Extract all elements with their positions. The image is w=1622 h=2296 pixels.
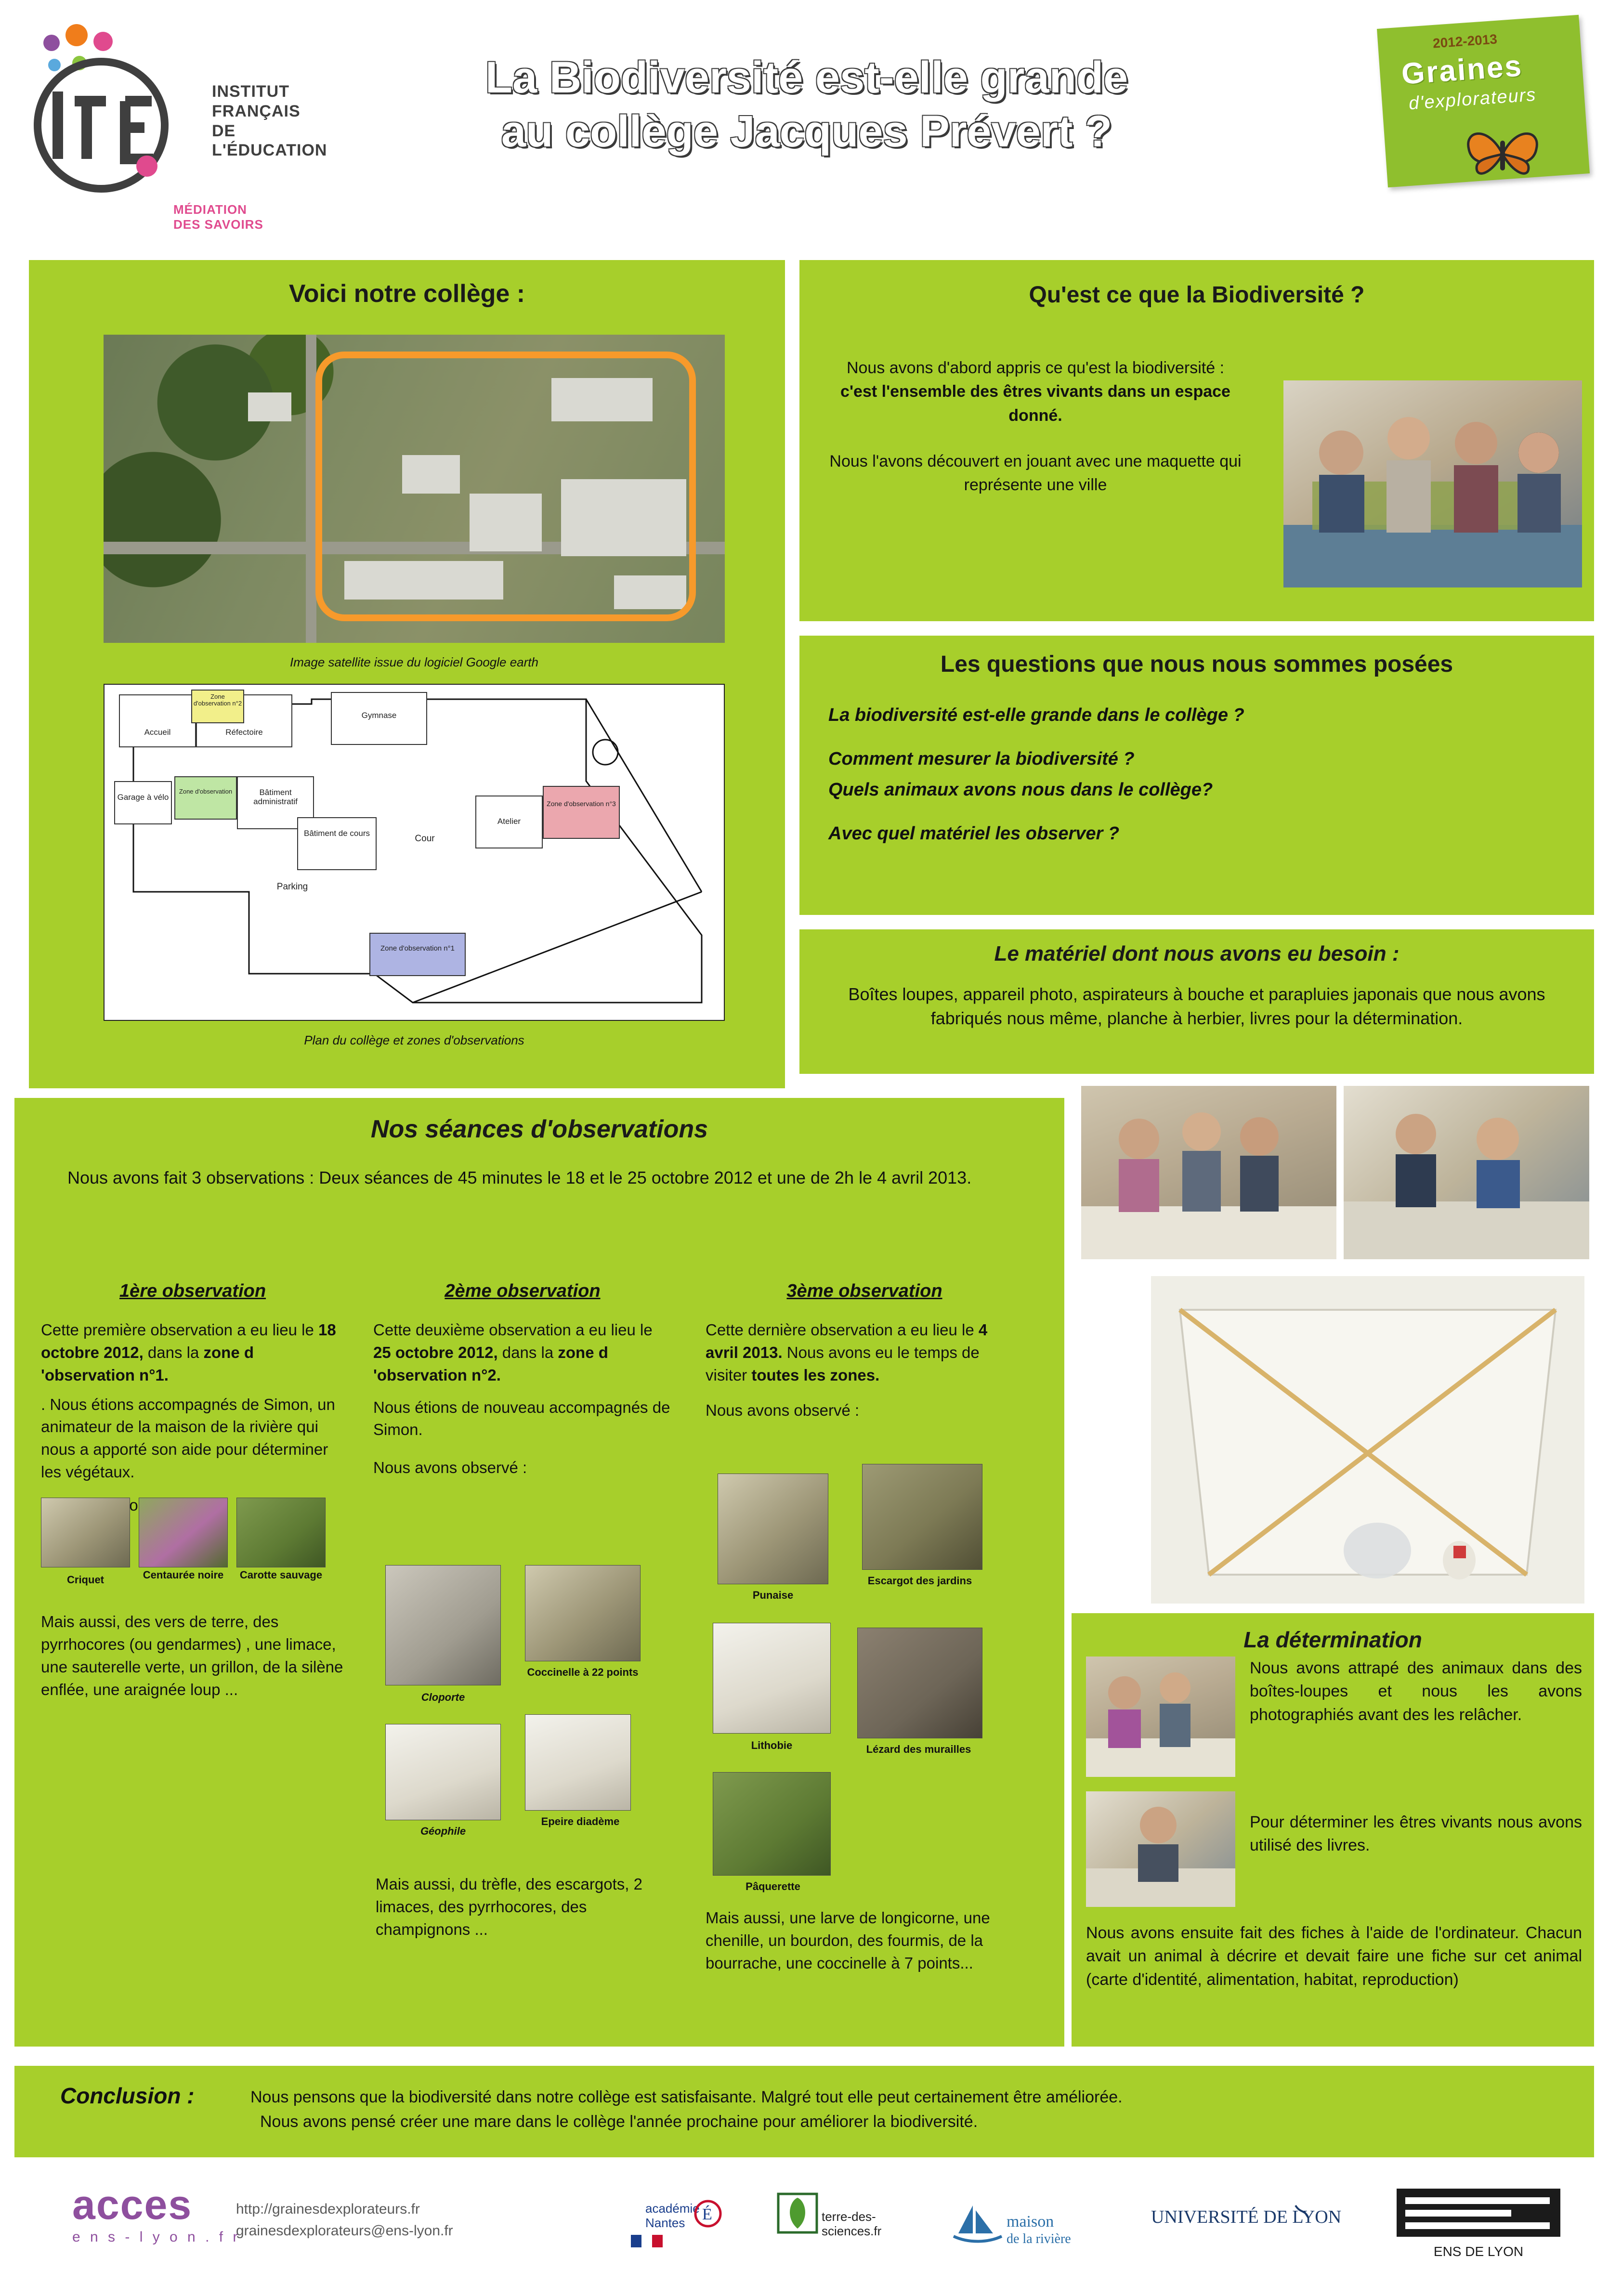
college-highlight-ring (315, 352, 696, 621)
photo-punaise (718, 1474, 828, 1584)
caption-criquet: Criquet (67, 1574, 104, 1586)
butterfly-icon (1459, 120, 1546, 188)
caption-paquerette: Pâquerette (746, 1880, 800, 1892)
biodiversite-p2: Nous l'avons découvert en jouant avec une maquette qui représente une ville (829, 452, 1242, 495)
biodiversite-p1a: Nous avons d'abord appris ce qu'est la biodiversité : (846, 359, 1225, 377)
plan-label-refectoire: Réfectoire (225, 728, 263, 737)
photo-lithobie (713, 1623, 831, 1734)
seances-title: Nos séances d'observations (370, 1115, 708, 1143)
obs2-p1b: 25 octobre 2012, (373, 1343, 498, 1361)
materiel-text: Boîtes loupes, appareil photo, aspirateurs à bouche et parapluies japonais que nous avons fabriqués nous même, planche à herbier, livres pour la détermination. (848, 984, 1545, 1029)
photo-atelier-1 (1081, 1086, 1336, 1259)
svg-text:Nantes: Nantes (645, 2216, 685, 2230)
conclusion-label: Conclusion : (60, 2083, 195, 2108)
obs2-p1a: Cette deuxième observation a eu lieu le (373, 1321, 653, 1339)
biodiversite-title: Qu'est ce que la Biodiversité ? (1029, 282, 1365, 308)
obs1-p4: Mais aussi, des vers de terre, des pyrrhocores (ou gendarmes) , une limace, une sauterelle verte, un grillon, de la silène enflée, une araignée loup ... (41, 1613, 343, 1698)
website-url[interactable]: http://grainesdexplorateurs.fr (236, 2201, 420, 2217)
svg-text:académie: académie (645, 2201, 700, 2216)
graines-years: 2012-2013 (1432, 31, 1498, 51)
svg-text:UNIVERSITÉ DE LYON: UNIVERSITÉ DE LYON (1151, 2207, 1342, 2227)
svg-text:É: É (702, 2205, 712, 2223)
photo-criquet (41, 1498, 130, 1567)
caption-epeire: Epeire diadème (541, 1815, 620, 1827)
plan-label-parking: Parking (276, 882, 308, 892)
svg-text:ENS DE LYON: ENS DE LYON (1433, 2244, 1524, 2259)
ife-logo-text: INSTITUT FRANÇAIS DE L'ÉDUCATION (212, 82, 327, 160)
observation-1-block (41, 1281, 344, 1514)
acces-logo (72, 2181, 240, 2245)
obs1-heading-num: 1ère (119, 1281, 157, 1301)
ife-logo-subtitle: MÉDIATION DES SAVOIRS (173, 202, 263, 232)
college-plan-image (104, 684, 725, 1021)
graines-title: Graines (1400, 49, 1524, 91)
obs2-heading-num: 2ème (445, 1281, 492, 1301)
photo-determination-2 (1086, 1791, 1235, 1907)
obs3-p1c: Nous avons eu le temps de visiter (706, 1343, 980, 1384)
photo-paquerette (713, 1772, 831, 1876)
contact-block (236, 2198, 453, 2242)
partner-universite-de-lyon (1151, 2201, 1401, 2251)
panel-materiel (799, 929, 1594, 1074)
determination-p1: Nous avons attrapé des animaux dans des boîtes-loupes et nous les avons photographiés avant des les relâcher. (1250, 1659, 1582, 1724)
determination-p2: Pour déterminer les êtres vivants nous avons utilisé des livres. (1250, 1813, 1582, 1855)
photo-carotte (236, 1498, 326, 1567)
plan-label-cour: Cour (415, 834, 435, 844)
photo-determination-1 (1086, 1657, 1235, 1777)
obs2-p3: Nous avons observé : (373, 1459, 527, 1477)
obs3-heading-word: observation (838, 1281, 942, 1301)
caption-lithobie: Lithobie (751, 1739, 793, 1751)
question-1: La biodiversité est-elle grande dans le collège ? (828, 705, 1244, 725)
photo-parapluie-japonais (1151, 1276, 1584, 1604)
obs2-p1c: dans la (497, 1343, 558, 1361)
obs1-p1c: dans la (143, 1343, 204, 1361)
photo-centauree (139, 1498, 228, 1567)
photo-maquette-classe (1283, 380, 1582, 587)
caption-lezard: Lézard des murailles (866, 1743, 971, 1755)
photo-escargot (862, 1464, 982, 1570)
caption-punaise: Punaise (752, 1589, 794, 1601)
materiel-title: Le matériel dont nous avons eu besoin : (994, 942, 1400, 965)
obs1-heading-word: observation (162, 1281, 266, 1301)
observation-3-block (706, 1281, 1023, 1420)
plan-label-gymnase: Gymnase (361, 711, 397, 720)
determination-p3: Nous avons ensuite fait des fiches à l'aide de l'ordinateur. Chacun avait un animal à décrire et devait faire une fiche sur cet animal (carte d'identité, alimentation, habitat, reproduction) (1086, 1924, 1582, 1989)
caption-carotte: Carotte sauvage (239, 1569, 323, 1581)
partner-maison-de-la-riviere (939, 2196, 1122, 2256)
caption-cloporte: Cloporte (421, 1691, 465, 1703)
photo-atelier-2 (1344, 1086, 1589, 1259)
acces-logo-text: acces (72, 2182, 193, 2228)
question-3: Quels animaux avons nous dans le collège? (828, 779, 1213, 800)
observation-2-block (373, 1281, 672, 1477)
seances-intro: Nous avons fait 3 observations : Deux séances de 45 minutes le 18 et le 25 octobre 2012 et une de 2h le 4 avril 2013. (67, 1168, 972, 1187)
obs3-p1b: 4 avril 2013. (706, 1321, 988, 1361)
graines-subtitle: d'explorateurs (1408, 84, 1537, 114)
obs3-p1a: Cette dernière observation a eu lieu le (706, 1321, 979, 1339)
obs2-p1d: zone d 'observation n°2. (373, 1343, 608, 1384)
svg-text:de la rivière: de la rivière (1007, 2231, 1071, 2246)
obs1-p1a: Cette première observation a eu lieu le (41, 1321, 318, 1339)
biodiversite-p1b: c'est l'ensemble des êtres vivants dans un espace donné. (840, 382, 1230, 425)
plan-label-zone1: Zone d'observation n°1 (380, 944, 455, 952)
acces-logo-subtext: e n s - l y o n . f r (72, 2229, 241, 2245)
panel-conclusion (14, 2066, 1594, 2157)
determination-title: La détermination (1243, 1627, 1422, 1652)
plan-caption: Plan du collège et zones d'observations (304, 1033, 524, 1047)
ife-monogram-icon (29, 48, 231, 207)
obs1-p2: . Nous étions accompagnés de Simon, un animateur de la maison de la rivière qui nous a apporté son aide pour déterminer les végétaux. (41, 1395, 335, 1481)
plan-label-administratif: Bâtiment administratif (253, 788, 298, 806)
photo-cloporte (385, 1565, 501, 1685)
plan-label-zone3: Zone d'observation n°3 (547, 800, 616, 808)
photo-coccinelle (525, 1565, 641, 1661)
photo-geophile (385, 1724, 501, 1820)
svg-text:sciences.fr: sciences.fr (822, 2224, 882, 2238)
obs3-p1d: toutes les zones. (751, 1366, 880, 1384)
page-title: La Biodiversité est-elle grande au collège Jacques Prévert ? (485, 53, 1128, 157)
question-2: Comment mesurer la biodiversité ? (828, 749, 1135, 770)
photo-lezard (857, 1628, 982, 1738)
biodiversite-text (828, 356, 1243, 497)
caption-geophile: Géophile (420, 1825, 466, 1837)
svg-text:terre-des-: terre-des- (822, 2209, 876, 2224)
obs2-p4: Mais aussi, du trèfle, des escargots, 2 limaces, des pyrrhocores, des champignons ... (376, 1875, 642, 1938)
poster-header (0, 0, 1622, 250)
conclusion-line-2: Nous avons pensé créer une mare dans le collège l'année prochaine pour améliorer la biodiversité. (260, 2113, 978, 2131)
obs3-p4: Mais aussi, une larve de longicorne, une chenille, un bourdon, des fourmis, de la bourrache, une coccinelle à 7 points... (706, 1909, 990, 1972)
contact-email[interactable]: grainesdexplorateurs@ens-lyon.fr (236, 2223, 453, 2239)
obs3-p3: Nous avons observé : (706, 1401, 860, 1419)
plan-label-zone2: Zone d'observation n°2 (193, 693, 242, 707)
obs3-heading-num: 3ème (786, 1281, 834, 1301)
plan-label-zone-obs: Zone d'observation (179, 788, 233, 795)
satellite-image (104, 335, 725, 643)
svg-text:maison: maison (1007, 2213, 1054, 2231)
plan-label-accueil: Accueil (144, 728, 171, 737)
partner-academie-nantes (616, 2193, 732, 2254)
plan-label-garage: Garage à vélo (117, 793, 169, 802)
obs2-p2: Nous étions de nouveau accompagnés de Simon. (373, 1398, 670, 1439)
obs2-heading-word: observation (497, 1281, 601, 1301)
satellite-caption: Image satellite issue du logiciel Google earth (290, 655, 538, 669)
obs1-p1d: zone d 'observation n°1. (41, 1343, 254, 1384)
question-4: Avec quel matériel les observer ? (828, 823, 1120, 844)
panel-questions (799, 636, 1594, 915)
partner-terre-des-sciences (775, 2191, 910, 2256)
caption-coccinelle: Coccinelle à 22 points (527, 1666, 639, 1678)
caption-escargot: Escargot des jardins (867, 1575, 972, 1587)
photo-epeire (525, 1714, 631, 1811)
plan-label-batiment-cours: Bâtiment de cours (303, 829, 370, 838)
partner-ens-de-lyon (1397, 2189, 1589, 2268)
ife-logo (29, 19, 327, 232)
conclusion-line-1: Nous pensons que la biodiversité dans notre collège est satisfaisante. Malgré tout elle peut certainement être améliorée. (250, 2088, 1123, 2106)
plan-label-atelier: Atelier (497, 817, 521, 826)
college-title: Voici notre collège : (288, 280, 525, 308)
obs1-p1b: 18 octobre 2012, (41, 1321, 336, 1361)
questions-title: Les questions que nous nous sommes posées (940, 652, 1453, 677)
caption-centauree: Centaurée noire (143, 1569, 224, 1581)
